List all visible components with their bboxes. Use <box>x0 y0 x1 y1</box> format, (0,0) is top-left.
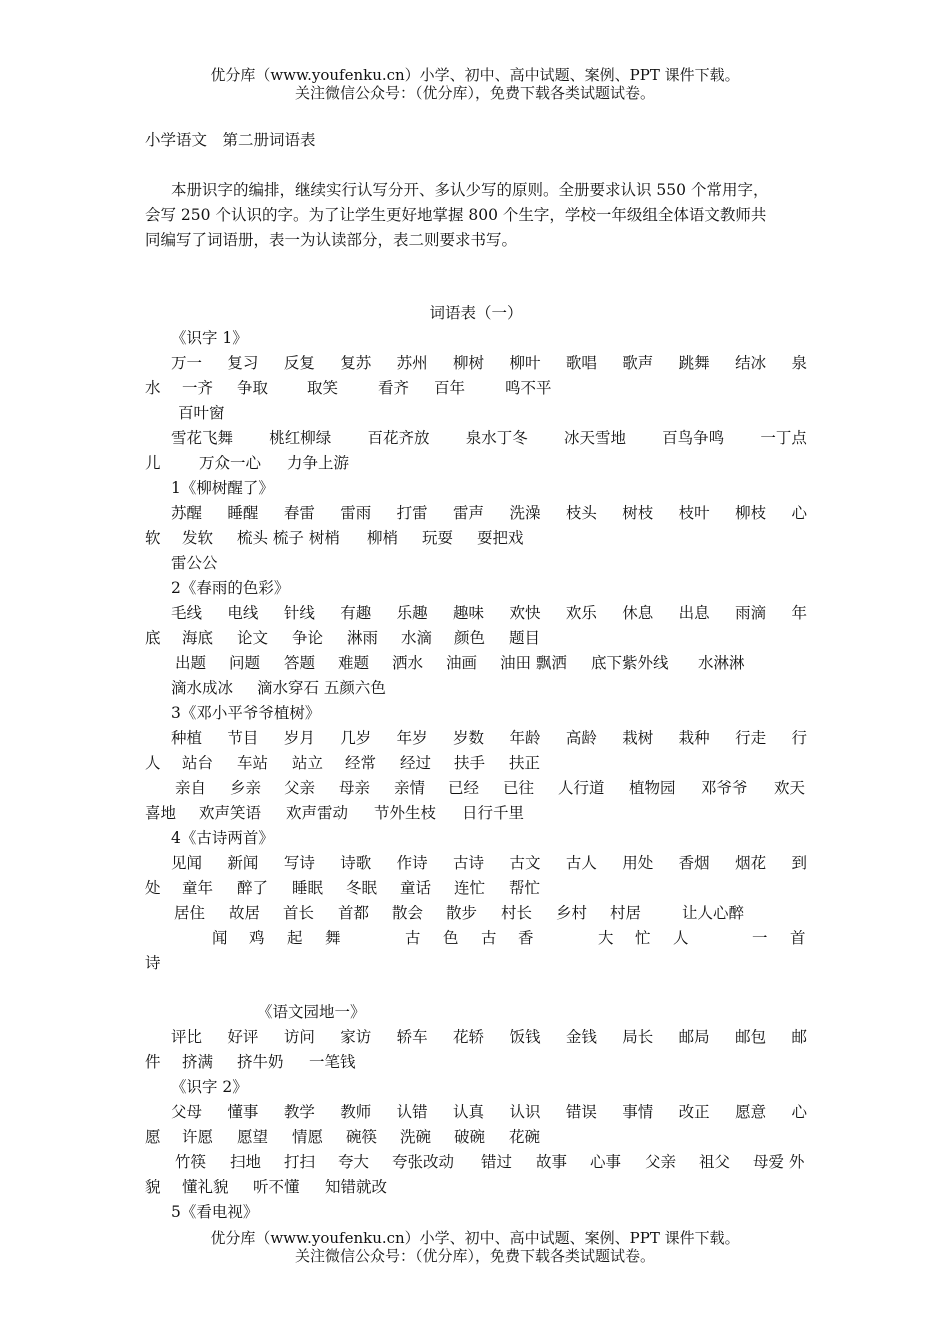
word-item: 古 <box>481 929 497 947</box>
word-item: 看齐 <box>378 379 410 397</box>
word-item: 邮局 <box>678 1028 710 1046</box>
word-item: 几岁 <box>340 729 372 747</box>
word-item: 睡眠 <box>292 879 324 897</box>
word-item: 万众一心 <box>199 454 262 472</box>
word-item: 醉了 <box>237 879 269 897</box>
doc-title: 小学语文 第二册词语表 <box>145 131 316 149</box>
word-item: 软 <box>145 529 161 547</box>
word-row <box>145 601 807 623</box>
word-item: 出息 <box>678 604 710 622</box>
word-item: 枝叶 <box>678 504 710 522</box>
word-item: 休息 <box>622 604 654 622</box>
word-item: 碗筷 <box>346 1128 378 1146</box>
word-row <box>145 501 807 523</box>
word-item: 邮包 <box>735 1028 767 1046</box>
word-item: 力争上游 <box>287 454 350 472</box>
word-row: 雷公公 <box>171 554 218 572</box>
word-item: 家访 <box>340 1028 372 1046</box>
word-item: 行走 <box>735 729 767 747</box>
header-line-1: 优分库（www.youfenku.cn）小学、初中、高中试题、案例、PPT 课件下载。 <box>210 66 740 84</box>
word-item: 日行千里 <box>462 804 525 822</box>
word-item: 打扫 <box>284 1153 316 1171</box>
word-item: 冰天雪地 <box>563 429 626 447</box>
lesson-title: 《识字 1》 <box>171 329 248 347</box>
word-item: 耍把戏 <box>477 529 524 547</box>
word-item: 发软 <box>182 529 214 547</box>
word-item: 桃红柳绿 <box>269 429 332 447</box>
word-item: 万一 <box>171 354 203 372</box>
word-item: 貌 <box>145 1178 161 1196</box>
word-item: 愿意 <box>735 1103 767 1121</box>
word-item: 写诗 <box>283 854 315 872</box>
word-item: 睡醒 <box>227 504 259 522</box>
word-item: 扫地 <box>230 1153 262 1171</box>
word-item: 站立 <box>292 754 324 772</box>
word-item: 柳枝 <box>735 504 767 522</box>
footer-line-1: 优分库（www.youfenku.cn）小学、初中、高中试题、案例、PPT 课件下载。 <box>210 1229 740 1247</box>
word-item: 件 <box>145 1053 161 1071</box>
word-item: 底 <box>145 629 161 647</box>
word-item: 节目 <box>227 729 259 747</box>
word-item: 水滴 <box>401 629 433 647</box>
word-item: 愿 <box>145 1128 161 1146</box>
word-item: 愿望 <box>237 1128 269 1146</box>
word-item: 电线 <box>227 604 259 622</box>
word-item: 取笑 <box>307 379 339 397</box>
word-item: 乡村 <box>556 904 588 922</box>
word-item: 乡亲 <box>230 779 262 797</box>
word-item: 反复 <box>283 354 315 372</box>
word-row <box>145 851 807 873</box>
word-item: 教学 <box>283 1103 315 1121</box>
word-item: 苏醒 <box>171 504 203 522</box>
word-item: 花碗 <box>509 1128 541 1146</box>
word-item: 懂礼貌 <box>182 1178 229 1196</box>
word-item: 舞 <box>325 929 341 947</box>
lesson-title: 2《春雨的色彩》 <box>171 579 290 597</box>
page-footer <box>0 1229 950 1265</box>
word-item: 挤满 <box>182 1053 214 1071</box>
lesson-title: 5《看电视》 <box>171 1203 259 1221</box>
word-item: 喜地 <box>145 804 177 822</box>
word-item: 欢声笑语 <box>199 804 262 822</box>
word-item: 扶手 <box>454 754 486 772</box>
word-item: 柳树 <box>453 354 485 372</box>
word-item: 花轿 <box>453 1028 485 1046</box>
word-item: 欢快 <box>509 604 541 622</box>
word-item: 到 <box>791 854 807 872</box>
word-row: 百叶窗 <box>178 404 225 422</box>
word-item: 滴水穿石 五颜六色 <box>257 679 386 697</box>
word-item: 底下紫外线 <box>591 654 669 672</box>
word-item: 挤牛奶 <box>237 1053 284 1071</box>
word-item: 饭钱 <box>509 1028 541 1046</box>
word-item: 歌声 <box>622 354 654 372</box>
word-item: 邮 <box>791 1028 807 1046</box>
intro-line-2: 会写 250 个认识的字。为了让学生更好地掌握 800 个生字，学校一年级组全体语文教师共 <box>145 206 767 224</box>
word-item: 颜色 <box>454 629 486 647</box>
word-item: 村居 <box>610 904 642 922</box>
word-item: 心 <box>791 504 807 522</box>
word-item: 年岁 <box>396 729 428 747</box>
word-item: 竹筷 <box>175 1153 207 1171</box>
word-item: 出题 <box>175 654 207 672</box>
word-item: 处 <box>145 879 161 897</box>
footer-line-2: 关注微信公众号：（优分库），免费下载各类试题试卷。 <box>294 1247 655 1265</box>
word-item: 评比 <box>171 1028 203 1046</box>
lesson-title: 《语文园地一》 <box>257 1003 366 1021</box>
word-item: 祖父 <box>699 1153 731 1171</box>
word-item: 雨滴 <box>735 604 767 622</box>
word-item: 梳头 梳子 树梢 <box>237 529 340 547</box>
word-item: 色 <box>443 929 459 947</box>
word-item: 母亲 <box>339 779 371 797</box>
word-item: 高龄 <box>565 729 597 747</box>
word-item: 洒水 <box>392 654 424 672</box>
word-item: 问题 <box>229 654 261 672</box>
word-item: 鸡 <box>249 929 265 947</box>
word-item: 烟花 <box>735 854 767 872</box>
word-item: 许愿 <box>182 1128 214 1146</box>
word-item: 见闻 <box>171 854 203 872</box>
word-item: 柳叶 <box>509 354 541 372</box>
word-item: 童话 <box>400 879 432 897</box>
word-item: 父亲 <box>645 1153 677 1171</box>
word-item: 认真 <box>453 1103 485 1121</box>
word-item: 经过 <box>400 754 432 772</box>
word-item: 首长 <box>283 904 315 922</box>
word-row <box>145 1025 807 1047</box>
word-item: 滴水成冰 <box>171 679 234 697</box>
word-row: 诗 <box>145 954 161 972</box>
word-item: 有趣 <box>340 604 372 622</box>
word-item: 故居 <box>229 904 261 922</box>
word-item: 百鸟争鸣 <box>662 429 725 447</box>
word-item: 争取 <box>237 379 269 397</box>
word-item: 改正 <box>678 1103 710 1121</box>
word-item: 种植 <box>171 729 203 747</box>
word-item: 好评 <box>227 1028 259 1046</box>
word-item: 错误 <box>565 1103 597 1121</box>
word-item: 村长 <box>501 904 533 922</box>
word-item: 歌唱 <box>565 354 597 372</box>
intro-line-3: 同编写了词语册，表一为认读部分，表二则要求书写。 <box>145 231 518 249</box>
word-item: 访问 <box>283 1028 315 1046</box>
word-item: 儿 <box>145 454 161 472</box>
word-item: 毛线 <box>171 604 203 622</box>
word-item: 跳舞 <box>678 354 710 372</box>
word-item: 起 <box>287 929 303 947</box>
word-item: 扶正 <box>509 754 541 772</box>
word-item: 复苏 <box>340 354 372 372</box>
word-item: 雷雨 <box>340 504 372 522</box>
word-item: 听不懂 <box>253 1178 300 1196</box>
word-item: 一丁点 <box>760 429 807 447</box>
word-item: 乐趣 <box>396 604 428 622</box>
word-item: 轿车 <box>396 1028 428 1046</box>
word-item: 母爱 外 <box>753 1153 805 1171</box>
word-item: 植物园 <box>629 779 676 797</box>
header-line-2: 关注微信公众号：（优分库），免费下载各类试题试卷。 <box>294 84 655 102</box>
word-item: 懂事 <box>227 1103 259 1121</box>
word-item: 油田 飘洒 <box>500 654 567 672</box>
word-item: 童年 <box>182 879 214 897</box>
word-item: 洗碗 <box>400 1128 432 1146</box>
word-item: 帮忙 <box>509 879 541 897</box>
page-header <box>0 66 950 102</box>
lesson-title: 4《古诗两首》 <box>171 829 274 847</box>
word-item: 心 <box>791 1103 807 1121</box>
word-item: 油画 <box>446 654 478 672</box>
word-item: 苏州 <box>396 354 428 372</box>
word-item: 春雷 <box>283 504 315 522</box>
word-item: 已往 <box>503 779 535 797</box>
word-item: 香 <box>518 929 534 947</box>
word-item: 争论 <box>292 629 324 647</box>
word-item: 难题 <box>338 654 370 672</box>
word-item: 古 <box>405 929 421 947</box>
word-item: 故事 <box>536 1153 568 1171</box>
word-item: 欢声雷动 <box>286 804 349 822</box>
word-item: 柳梢 <box>367 529 399 547</box>
word-item: 父亲 <box>284 779 316 797</box>
word-item: 打雷 <box>396 504 428 522</box>
word-item: 邓爷爷 <box>701 779 748 797</box>
word-row <box>145 426 807 448</box>
word-item: 经常 <box>345 754 377 772</box>
word-item: 散步 <box>446 904 478 922</box>
lesson-title: 3《邓小平爷爷植树》 <box>171 704 321 722</box>
word-item: 结冰 <box>735 354 767 372</box>
word-item: 树枝 <box>622 504 654 522</box>
word-item: 心事 <box>590 1153 622 1171</box>
word-item: 海底 <box>182 629 214 647</box>
word-item: 一笔钱 <box>309 1053 356 1071</box>
word-item: 夸张改动 <box>392 1153 455 1171</box>
word-item: 站台 <box>182 754 214 772</box>
word-item: 认识 <box>509 1103 541 1121</box>
word-item: 栽树 <box>622 729 654 747</box>
word-item: 闻 <box>212 929 228 947</box>
word-item: 冬眠 <box>346 879 378 897</box>
word-item: 玩耍 <box>422 529 454 547</box>
lesson-title: 《识字 2》 <box>171 1078 248 1096</box>
word-item: 行 <box>791 729 807 747</box>
word-item: 雪花飞舞 <box>171 429 234 447</box>
word-item: 认错 <box>396 1103 428 1121</box>
word-item: 欢乐 <box>565 604 597 622</box>
word-item: 洗澡 <box>509 504 541 522</box>
word-item: 泉水丁冬 <box>465 429 528 447</box>
word-item: 鸣不平 <box>505 379 552 397</box>
word-item: 知错就改 <box>325 1178 388 1196</box>
word-item: 古诗 <box>453 854 485 872</box>
word-item: 欢天 <box>774 779 806 797</box>
word-item: 人 <box>145 754 161 772</box>
word-item: 已经 <box>448 779 480 797</box>
word-item: 人 <box>673 929 689 947</box>
word-item: 水淋淋 <box>698 654 745 672</box>
word-item: 一齐 <box>182 379 214 397</box>
word-item: 事情 <box>622 1103 654 1121</box>
word-item: 岁数 <box>453 729 485 747</box>
word-item: 节外生枝 <box>374 804 437 822</box>
table-title: 词语表（一） <box>429 304 523 322</box>
word-item: 泉 <box>791 354 807 372</box>
word-row <box>145 1100 807 1122</box>
word-item: 人行道 <box>558 779 605 797</box>
word-item: 破碗 <box>454 1128 486 1146</box>
word-item: 情愿 <box>292 1128 324 1146</box>
word-item: 古人 <box>565 854 597 872</box>
word-item: 答题 <box>284 654 316 672</box>
word-row <box>145 351 807 373</box>
lesson-title: 1《柳树醒了》 <box>171 479 274 497</box>
word-item: 百年 <box>434 379 466 397</box>
word-item: 首 <box>790 929 806 947</box>
word-item: 水 <box>145 379 161 397</box>
word-item: 雷声 <box>453 504 485 522</box>
word-item: 连忙 <box>454 879 486 897</box>
word-item: 年 <box>791 604 807 622</box>
word-item: 首都 <box>338 904 370 922</box>
word-item: 枝头 <box>565 504 597 522</box>
intro-line-1: 本册识字的编排，继续实行认写分开、多认少写的原则。全册要求认识 550 个常用字， <box>171 181 769 199</box>
word-item: 忙 <box>635 929 651 947</box>
word-item: 亲自 <box>175 779 207 797</box>
word-item: 作诗 <box>396 854 428 872</box>
word-item: 金钱 <box>565 1028 597 1046</box>
word-item: 亲情 <box>394 779 426 797</box>
word-item: 用处 <box>622 854 654 872</box>
word-item: 错过 <box>481 1153 513 1171</box>
word-item: 岁月 <box>283 729 315 747</box>
word-item: 针线 <box>283 604 315 622</box>
word-item: 新闻 <box>227 854 259 872</box>
word-item: 诗歌 <box>340 854 372 872</box>
word-item: 局长 <box>622 1028 654 1046</box>
word-item: 一 <box>752 929 768 947</box>
word-item: 百花齐放 <box>367 429 430 447</box>
word-item: 父母 <box>171 1103 203 1121</box>
word-item: 年龄 <box>509 729 541 747</box>
word-item: 车站 <box>237 754 269 772</box>
word-item: 趣味 <box>453 604 485 622</box>
word-item: 淋雨 <box>347 629 379 647</box>
word-item: 古文 <box>509 854 541 872</box>
word-row <box>145 726 807 748</box>
word-item: 栽种 <box>678 729 710 747</box>
word-item: 题目 <box>509 629 541 647</box>
word-item: 教师 <box>340 1103 372 1121</box>
word-item: 复习 <box>227 354 259 372</box>
word-item: 散会 <box>392 904 424 922</box>
word-item: 论文 <box>237 629 269 647</box>
word-item: 居住 <box>174 904 206 922</box>
word-item: 夸大 <box>338 1153 370 1171</box>
word-item: 香烟 <box>678 854 710 872</box>
word-item: 大 <box>598 929 614 947</box>
word-item: 让人心醉 <box>682 904 745 922</box>
